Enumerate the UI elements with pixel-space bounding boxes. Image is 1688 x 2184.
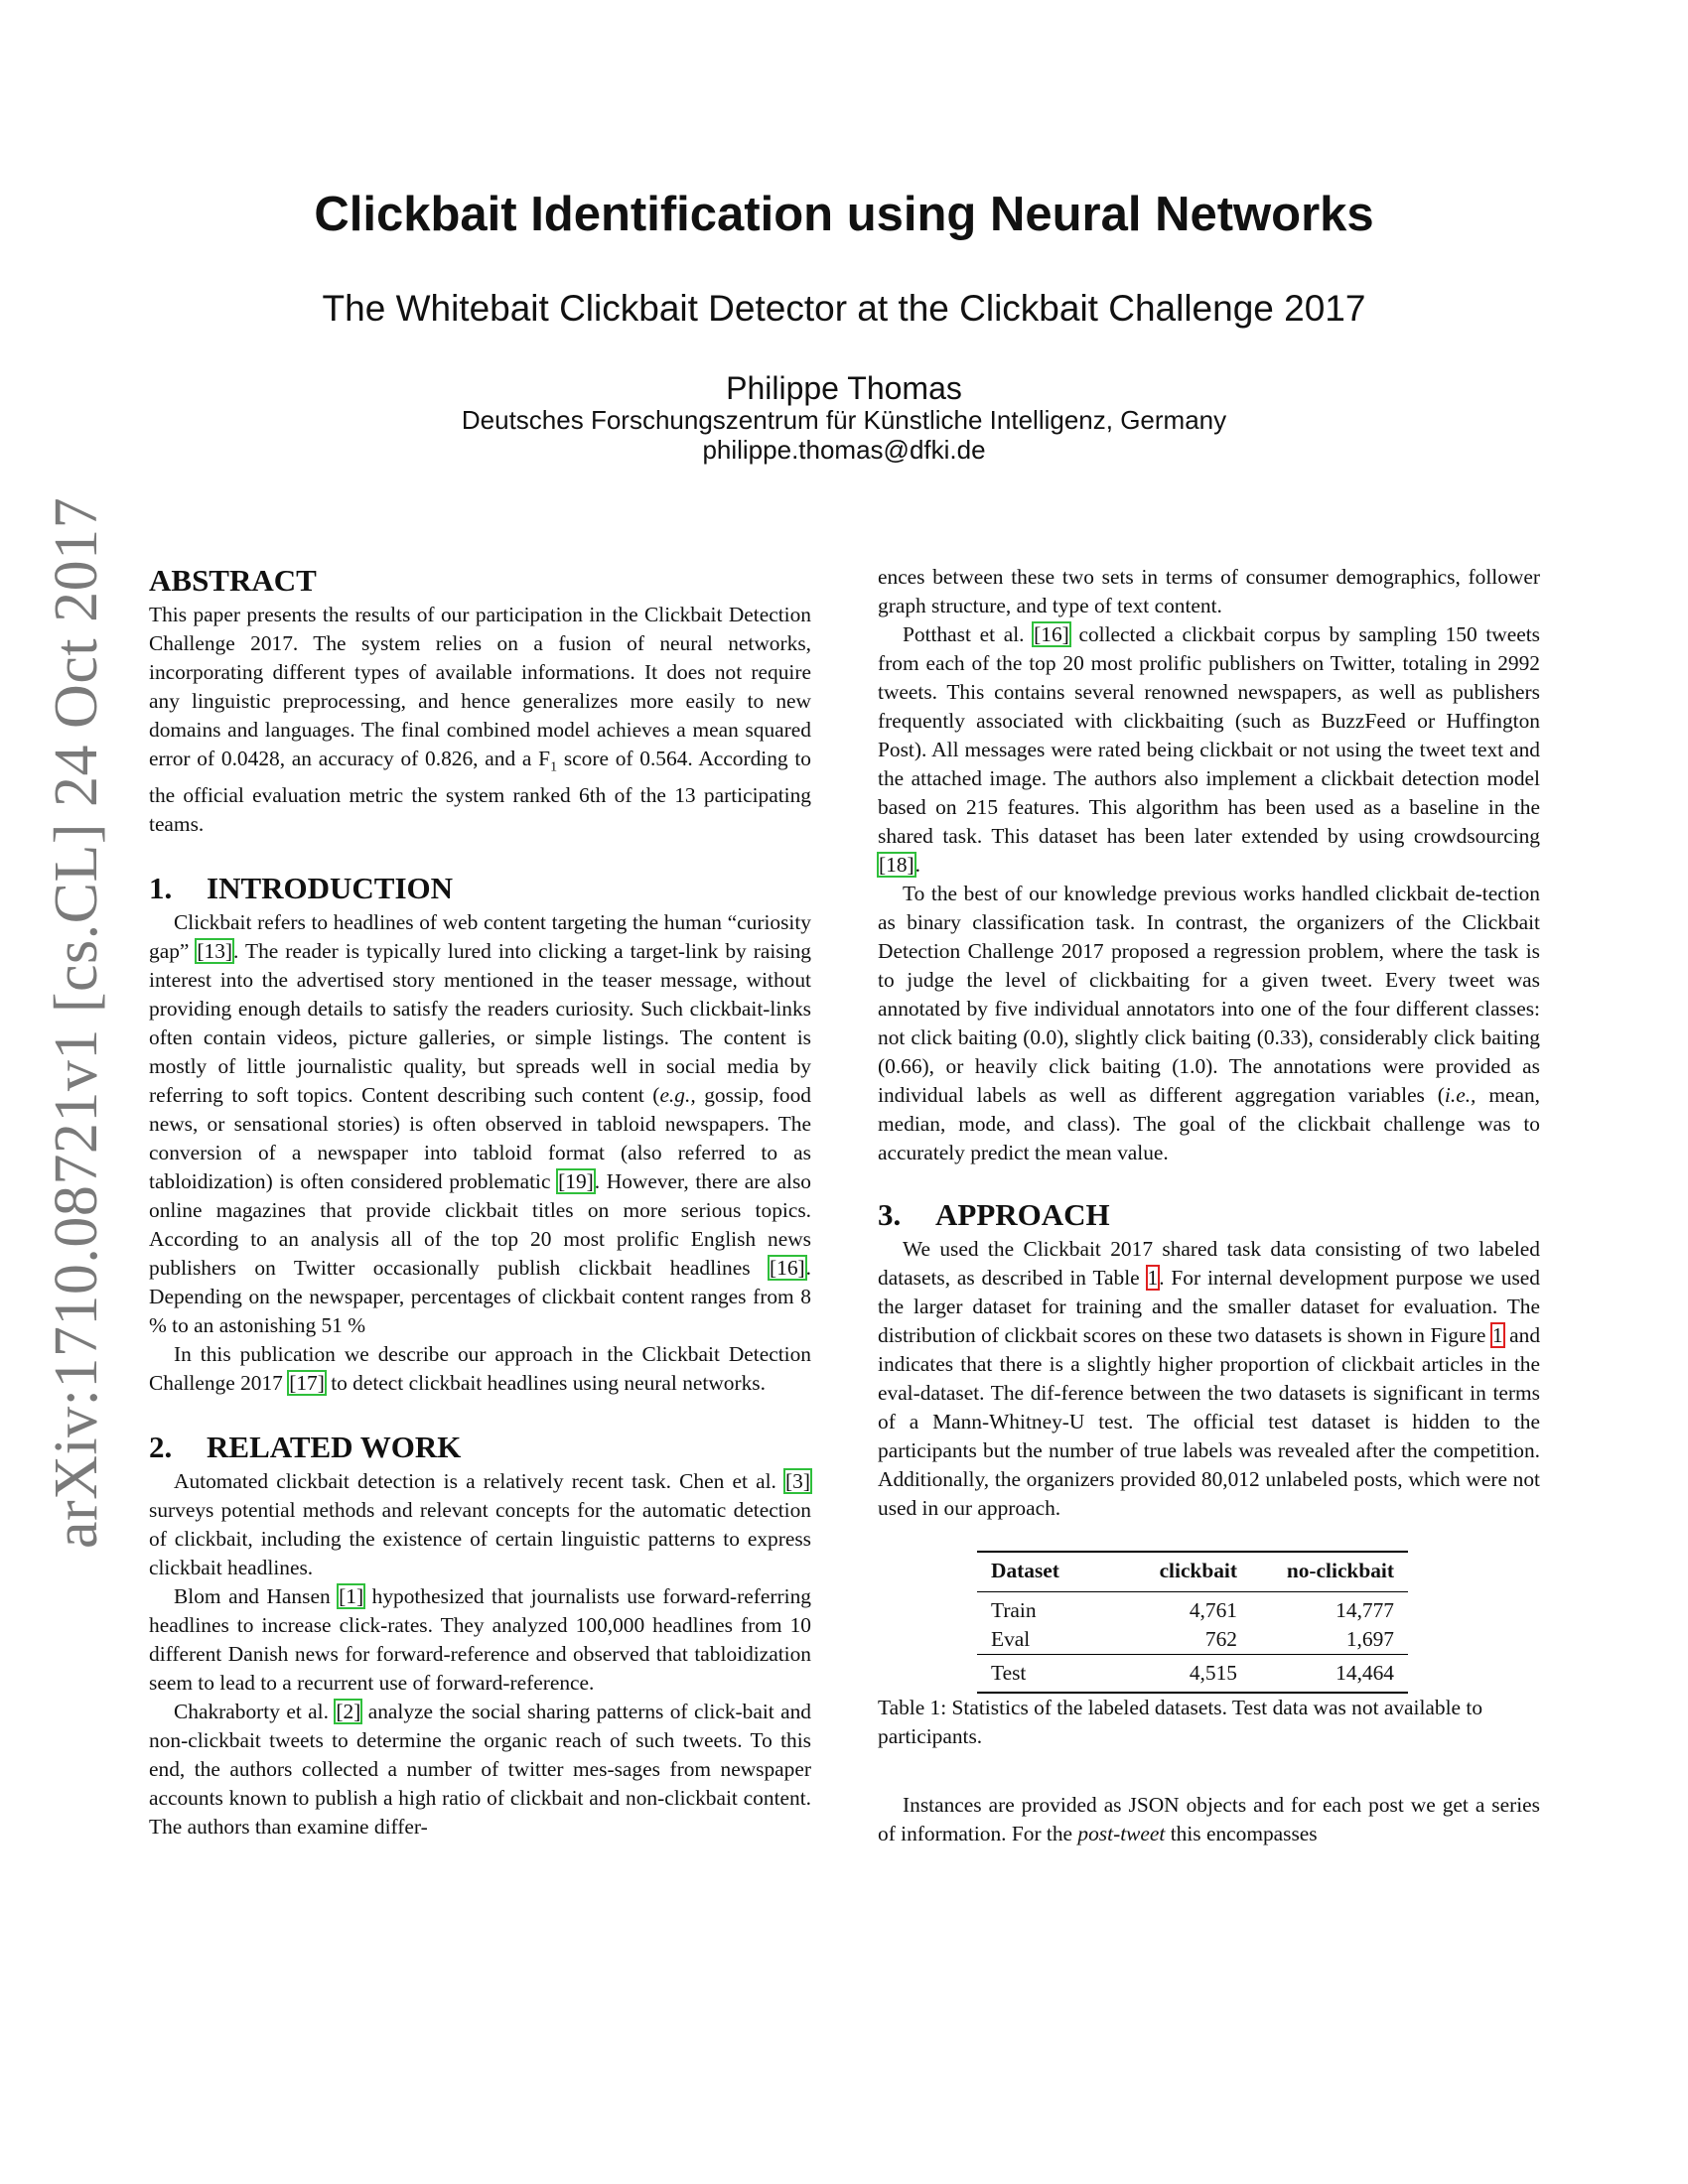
right-column [878,563,1540,1848]
table-header-row [977,1552,1408,1592]
related-paragraph-5: To the best of our knowledge previous works handled clickbait de-tection as binary classification task. In contrast, the organizers of the Clickbait Detection Challenge 2017 proposed a regression problem, where the task is to judge the level of clickbaiting for a given tweet. Every tweet was annotated by five individual annotators into one of the four different classes: not click baiting (0.0), slightly click baiting (0.33), considerably click baiting (0.66), or heavily click baiting (1.0). The annotations were provided as individual labels as well as different aggregation variables (i.e., mean, median, mode, and class). The goal of the clickbait challenge was to accurately predict the mean value. [878,882,1540,1164]
table-cell: Test [977,1655,1114,1694]
related-paragraph-4: Potthast et al. [16] collected a clickbait corpus by sampling 150 tweets from each of the top 20 most prolific publishers on Twitter, totaling in 2992 tweets. This contains several renowned newspapers, as well as publishers frequently associated with clickbaiting (such as BuzzFeed or Huffington Post). All messages were rated being clickbait or not using the tweet text and the attached image. The authors also implement a clickbait detection model based on 215 features. This algorithm has been used as a baseline in the shared task. This dataset has been later extended by using crowdsourcing [18]. [878,622,1541,877]
approach-paragraph-2: Instances are provided as JSON objects and for each post we get a series of information. For the post-tweet this encompasses [878,1793,1540,1845]
dataset-statistics-table [977,1551,1408,1694]
left-column [149,561,811,1842]
table-header-cell: clickbait [1159,1559,1237,1582]
citation-link[interactable]: [16] [1034,622,1069,646]
related-paragraph-3: Chakraborty et al. [2] analyze the social sharing patterns of click-bait and non-clickbait tweets to determine the organic reach of such tweets. To this end, the authors collected a number of twitter mes-sages from newspaper accounts known to publish a high ratio of clickbait and non-clickbait content. The authors than examine differ- [149,1700,812,1840]
citation-link[interactable]: [17] [289,1371,325,1396]
table-header-cell: Dataset [991,1559,1059,1582]
intro-paragraph-1: Clickbait refers to headlines of web content targeting the human “curiosity gap” [13]. The reader is typically lured into clicking a target-link by raising interest into the advertised story mentioned in the teaser message, without providing enough details to satisfy the readers curiosity. Such clickbait-links often contain videos, picture galleries, or simple listings. The content is mostly of little journalistic quality, but spreads well in social media by referring to soft topics. Content describing such content (e.g., gossip, food news, or sensational stories) is often observed in tabloid newspapers. The conversion of a newspaper into tabloid format (also referred to as tabloidization) is often considered problematic [19]. However, there are also online magazines that provide clickbait titles on more serious topics. According to an analysis all of the top 20 most prolific English news publishers on Twitter occasionally publish clickbait headlines [16]. Depending on the newspaper, percentages of clickbait content ranges from 8 % to an astonishing 51 % [149,910,811,1338]
citation-link[interactable]: [13] [197,939,233,964]
paper-subtitle: The Whitebait Clickbait Detector at the Clickbait Challenge 2017 [322,288,1366,329]
citation-link[interactable]: [16] [770,1256,805,1281]
related-paragraph-3-cont: ences between these two sets in terms of consumer demographics, follower graph structure, and type of text content. [878,565,1540,617]
author-email[interactable]: philippe.thomas@dfki.de [702,435,986,465]
table-cell: Eval [991,1627,1031,1651]
author-name: Philippe Thomas [726,370,962,406]
abstract-text: This paper presents the results of our participation in the Clickbait Detection Challenge 2017. The system relies on a fusion of neural networks, incorporating different types of available informations. It does not require any linguistic preprocessing, and hence generalizes more easily to new domains and languages. The final combined model achieves a mean squared error of 0.0428, an accuracy of 0.826, and a $F_1$ score of 0.564. According to the official evaluation metric the system ranked 6th of the 13 participating teams. [149,603,811,837]
table-cell: 1,697 [1345,1627,1394,1651]
table-cell: 4,515 [1114,1655,1251,1694]
approach-heading: 3. APPROACH [878,1197,1110,1232]
citation-link[interactable]: [19] [558,1169,594,1194]
table-cell: 14,777 [1336,1598,1394,1622]
table-row [977,1655,1408,1694]
table-cell: 762 [1204,1627,1237,1651]
table-cell: 4,761 [1189,1598,1237,1622]
citation-link[interactable]: [1] [339,1584,364,1609]
citation-link[interactable]: [2] [336,1700,361,1724]
abstract-heading: ABSTRACT [149,563,317,598]
arxiv-identifier: arXiv:1710.08721v1 [cs.CL] 24 Oct 2017 [43,496,110,1549]
table-cell: 14,464 [1251,1655,1408,1694]
figure-reference-link[interactable]: 1 [1491,1323,1503,1347]
table-row [977,1625,1408,1655]
table-reference-link[interactable]: 1 [1147,1266,1159,1290]
table-header-cell: no-clickbait [1286,1559,1394,1582]
citation-link[interactable]: [18] [879,853,914,877]
citation-link[interactable]: [3] [785,1469,810,1494]
intro-heading: 1. INTRODUCTION [149,871,454,906]
related-paragraph-1: Automated clickbait detection is a relatively recent task. Chen et al. [3] surveys potential methods and relevant concepts for the automatic detection of clickbait, including the existence of certain linguistic patterns to express clickbait headlines. [149,1469,811,1580]
table-cell: Train [991,1598,1037,1622]
table-row [977,1592,1408,1626]
author-affiliation [0,405,1688,465]
table-caption: Table 1: Statistics of the labeled datasets. Test data was not available to participants. [878,1696,1483,1748]
intro-paragraph-2: In this publication we describe our approach in the Clickbait Detection Challenge 2017 [17] to detect clickbait headlines using neural networks. [149,1342,811,1396]
related-work-heading: 2. RELATED WORK [149,1430,462,1465]
affiliation-text: Deutsches Forschungszentrum für Künstliche Intelligenz, Germany [461,405,1227,435]
related-paragraph-2: Blom and Hansen [1] hypothesized that journalists use forward-referring headlines to increase click-rates. They analyzed 100,000 headlines from 10 different Danish news for forward-reference and observed that tabloidization seem to lead to a recurrent use of forward-reference. [149,1584,811,1696]
approach-paragraph-1: We used the Clickbait 2017 shared task data consisting of two labeled datasets, as described in Table 1. For internal development purpose we used the larger dataset for training and the smaller dataset for evaluation. The distribution of clickbait scores on these two datasets is shown in Figure 1 and indicates that there is a slightly higher proportion of clickbait articles in the eval-dataset. The dif-ference between the two datasets is significant in terms of a Mann-Whitney-U test. The official test dataset is hidden to the participants but the number of true labels was revealed after the competition. Additionally, the organizers provided 80,012 unlabeled posts, which were not used in our approach. [878,1237,1541,1520]
paper-title: Clickbait Identification using Neural Networks [314,188,1374,241]
